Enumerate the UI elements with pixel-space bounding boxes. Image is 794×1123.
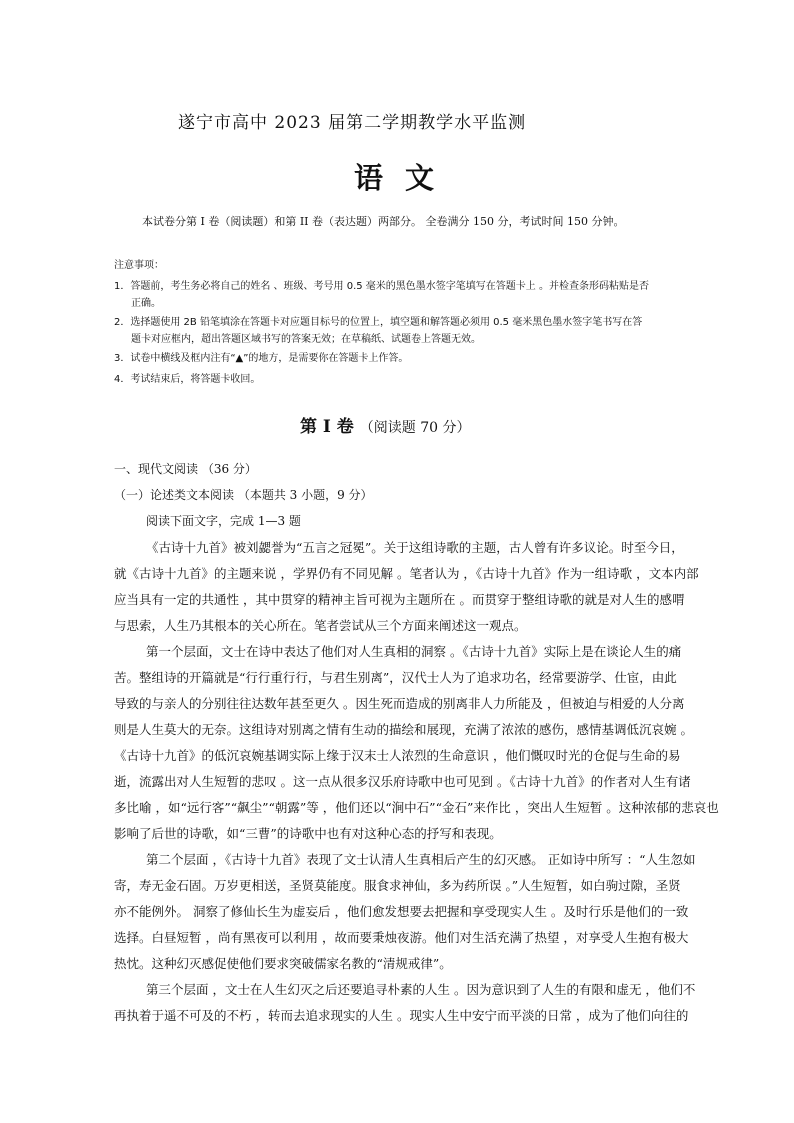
passage-line: 第三个层面 ，文士在人生幻灭之后还要追寻朴素的人生 。因为意识到了人生的有限和虚无 ，他们不 — [146, 982, 696, 997]
passage-line: 就《古诗十九首》的主题来说 ，学界仍有不同见解 。笔者认为 ，《古诗十九首》作为一组诗歌 ，文本内部 — [114, 566, 699, 581]
passage-line: 应当具有一定的共通性 ，其中贯穿的精神主旨可视为主题所在 。而贯穿于整组诗歌的就是对人生的感喟 — [114, 592, 685, 607]
passage-line: 热忱。这种幻灭感促使他们要求突破儒家名教的“清规戒律”。 — [114, 956, 452, 971]
notice-item-4: 4．考试结束后，将答题卡收回。 — [114, 374, 261, 385]
passage-line: 《古诗十九首》的低沉哀婉基调实际上缘于汉末士人浓烈的生命意识 ，他们慨叹时光的仓促与生命的易 — [114, 748, 681, 763]
passage-line: 与思索，人生乃其根本的关心所在。笔者尝试从三个方面来阐述这一观点。 — [114, 618, 527, 633]
passage-line: 寄，寿无金石固。万岁更相送，圣贤莫能度。服食求神仙，多为药所误 。”人生短暂，如白驹过隙，圣贤 — [114, 878, 681, 893]
passage-line: 选择。白昼短暂 ，尚有黑夜可以利用 ，故而要秉烛夜游。他们对生活充满了热望 ，对享受人生抱有极大 — [114, 930, 689, 945]
passage-line: 第二个层面 ，《古诗十九首》表现了文士认清人生真相后产生的幻灭感。 正如诗中所写 ：“人生忽如 — [146, 852, 696, 867]
passage-line: 苦。整组诗的开篇就是“行行重行行，与君生别离”，汉代士人为了追求功名，经常要游学、仕宦，由此 — [114, 670, 677, 685]
exam-title: 遂宁市高中 2023 届第二学期教学水平监测 — [178, 113, 527, 133]
part-subtitle: （阅读题 70 分） — [359, 420, 471, 436]
reading-instruction: 阅读下面文字，完成 1—3 题 — [146, 514, 301, 528]
passage-line: 逝，流露出对人生短暂的悲叹 。这一点从很多汉乐府诗歌中也可见到 。《古诗十九首》的作者对人生有诸 — [114, 774, 691, 789]
passage-line: 《古诗十九首》被刘勰誉为“五言之冠冕”。关于这组诗歌的主题，古人曾有许多议论。时至今日， — [146, 540, 684, 555]
notice-item-1-cont: 正确。 — [131, 298, 161, 309]
passage-line: 第一个层面，文士在诗中表达了他们对人生真相的洞察 。《古诗十九首》实际上是在谈论人生的痛 — [146, 644, 682, 659]
subject-title: 语文 — [354, 161, 457, 195]
part-title — [300, 412, 471, 437]
section-subheading: （一）论述类文本阅读 （本题共 3 小题，9 分） — [114, 488, 373, 502]
notice-item-2-cont: 题卡对应框内，超出答题区域书写的答案无效；在草稿纸、试题卷上答题无效。 — [131, 334, 481, 345]
passage-line: 再执着于遥不可及的不朽 ，转而去追求现实的人生 。现实人生中安宁而平淡的日常 ，成为了他们向往的 — [114, 1008, 689, 1023]
notice-item-2: 2．选择题使用 2B 铅笔填涂在答题卡对应题目标号的位置上，填空题和解答题必须用 0.5 毫米黑色墨水签字笔书写在答 — [114, 317, 643, 328]
passage-line: 亦不能例外。 洞察了修仙长生为虚妄后 ，他们愈发想要去把握和享受现实人生 。及时行乐是他们的一致 — [114, 904, 689, 919]
notice-item-3: 3．试卷中横线及框内注有“▲”的地方，是需要你在答题卡上作答。 — [114, 353, 409, 364]
exam-intro: 本试卷分第 I 卷（阅读题）和第 II 卷（表达题）两部分。 全卷满分 150 分，考试时间 150 分钟。 — [142, 215, 625, 228]
notice-heading: 注意事项： — [114, 260, 164, 271]
passage-line: 多比喻 ，如“远行客”“飙尘”“朝露”等 ，他们还以“涧中石”“金石”来作比 ，突出人生短暂 。这种浓郁的悲哀也 — [114, 800, 719, 815]
part-label: 第 Ⅰ 卷 — [300, 417, 354, 437]
passage-line: 则是人生莫大的无奈。这组诗对别离之情有生动的描绘和展现，充满了浓浓的感伤，感情基调低沉哀婉 。 — [114, 722, 693, 737]
notice-item-1: 1．答题前，考生务必将自己的姓名 、班级、考号用 0.5 毫米的黑色墨水签字笔填写在答题卡上 。并检查条形码粘贴是否 — [114, 281, 649, 292]
section-heading: 一、现代文阅读 （36 分） — [114, 462, 257, 476]
passage-line: 导致的与亲人的分别往往达数年甚至更久 。因生死而造成的别离非人力所能及 ，但被迫与相爱的人分离 — [114, 696, 685, 711]
passage-line: 影响了后世的诗歌，如“三曹”的诗歌中也有对这种心态的抒写和表现。 — [114, 826, 502, 841]
